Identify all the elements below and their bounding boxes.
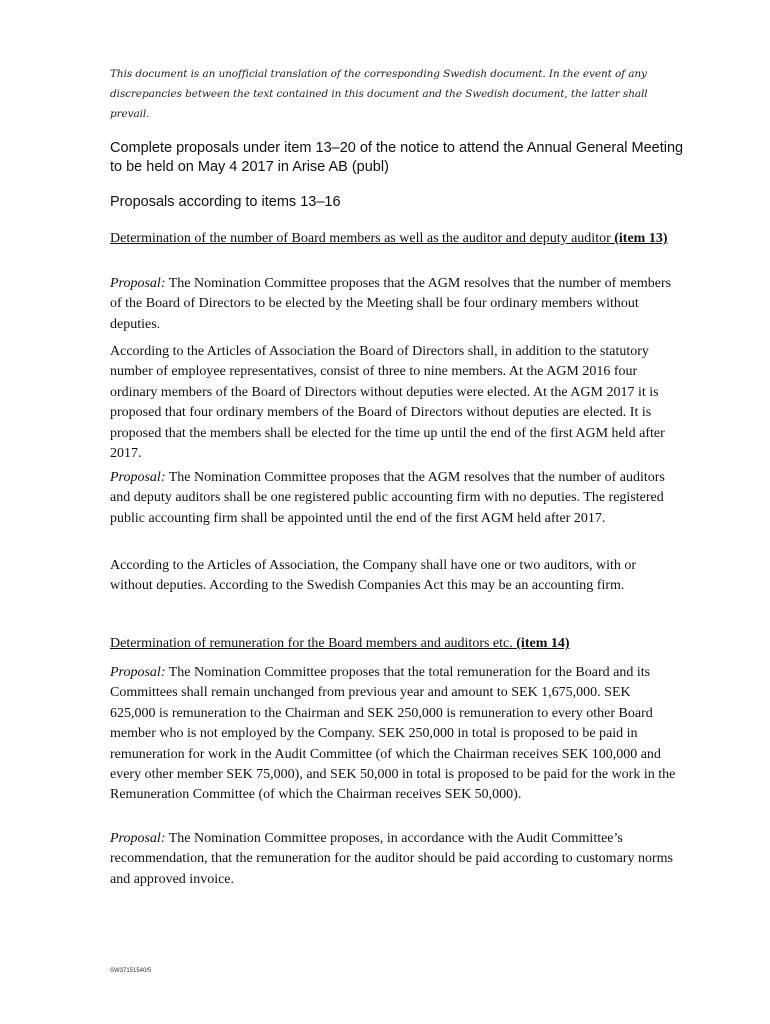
proposal-label: Proposal: — [110, 831, 166, 846]
paragraph-text: The Nomination Committee proposes that the AGM resolves that the number of members of the Board of Directors to be elected by the Meeting shall be four ordinary members without deputies. — [110, 276, 672, 332]
paragraph-text: The Nomination Committee proposes, in accordance with the Audit Committee’s recommendation, that the remuneration for the auditor should be paid according to customary norms and approved invoice. — [110, 831, 673, 887]
translation-disclaimer: This document is an unofficial translation of the corresponding Swedish document. In the event of any discrepancies between the text contained in this document and the Swedish document, the latter shall prevail. — [110, 68, 648, 120]
section-title-text: Determination of the number of Board members as well as the auditor and deputy auditor — [110, 231, 615, 246]
paragraph-text: According to the Articles of Association, the Company shall have one or two auditors, with or without deputies. According to the Swedish Companies Act this may be an accounting firm. — [110, 558, 637, 594]
proposal-label: Proposal: — [110, 470, 166, 485]
paragraph-item-14-auditor-remuneration — [110, 829, 676, 890]
section-item-number: (item 13) — [614, 231, 668, 246]
paragraph-item-13-articles-board — [110, 342, 676, 464]
document-reference-code: SW37151540/5 — [110, 968, 152, 974]
section-item-number: (item 14) — [516, 636, 570, 651]
proposal-label: Proposal: — [110, 665, 166, 680]
proposal-label: Proposal: — [110, 276, 166, 291]
document-subtitle: Proposals according to items 13–16 — [110, 194, 341, 210]
paragraph-item-13-board-proposal — [110, 274, 676, 335]
paragraph-item-13-articles-auditor — [110, 556, 676, 597]
section-title-item-13 — [110, 229, 680, 248]
paragraph-item-14-board-remuneration — [110, 663, 676, 806]
document-title: Complete proposals under item 13–20 of the notice to attend the Annual General Meeting to be held on May 4 2017 in Arise AB (publ) — [110, 140, 684, 175]
section-title-text: Determination of remuneration for the Board members and auditors etc. — [110, 636, 517, 651]
paragraph-text: The Nomination Committee proposes that the AGM resolves that the number of auditors and deputy auditors shall be one registered public accounting firm with no deputies. The registered public accounting firm shall be appointed until the end of the first AGM held after 2017. — [110, 470, 665, 526]
section-title-item-14 — [110, 634, 680, 653]
paragraph-item-13-auditor-proposal — [110, 468, 676, 529]
paragraph-text: The Nomination Committee proposes that the total remuneration for the Board and its Committees shall remain unchanged from previous year and amount to SEK 1,675,000. SEK 625,000 is remuneration to the Chairman and SEK 250,000 is remuneration to every other Board member who is not employed by the Company. SEK 250,000 in total is proposed to be paid in remuneration for work in the Audit Committee (of which the Chairman receives SEK 100,000 and every other member SEK 75,000), and SEK 50,000 in total is proposed to be paid for the work in the Remuneration Committee (of which the Chairman receives SEK 50,000). — [110, 665, 676, 803]
paragraph-text: According to the Articles of Association the Board of Directors shall, in addition to the statutory number of employee representatives, consist of three to nine members. At the AGM 2016 four ordinary members of the Board of Directors without deputies were elected. At the AGM 2017 it is proposed that four ordinary members of the Board of Directors without deputies are elected. It is proposed that the members shall be elected for the time up until the end of the first AGM held after 2017. — [110, 344, 665, 462]
